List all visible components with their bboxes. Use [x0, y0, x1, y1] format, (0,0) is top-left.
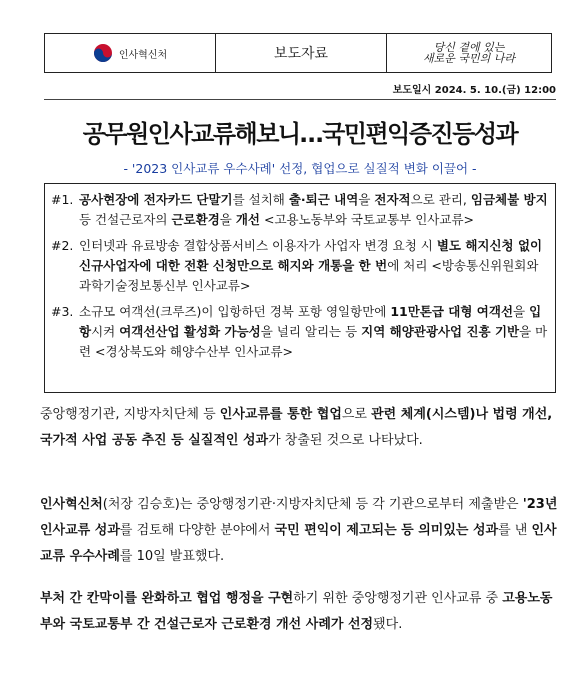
- slogan-line-1: 당신 곁에 있는: [433, 41, 505, 54]
- emphasis-text: 고용노동부와 국토교통부 간 건설근로자 근로환경 개선 사례가 선정: [40, 591, 553, 632]
- body-text: 에 처리 <방송통신위원회와 과학기술정보통신부 인사교류>: [79, 258, 539, 293]
- body-text: 시켜: [91, 324, 120, 339]
- emphasis-text: 인사교류 우수사례: [40, 523, 557, 564]
- government-emblem-icon: [93, 43, 113, 63]
- emphasis-text: 국민 편익이 제고되는 등 의미있는 성과: [274, 523, 499, 538]
- emphasis-text: 인사혁신처: [40, 497, 103, 512]
- body-text: 하기 위한 중앙행정기관 인사교류 중: [293, 591, 503, 606]
- emphasis-text: 인사교류를 통한 협업: [219, 407, 342, 422]
- slogan-line-2: 새로운 국민의 나라: [422, 52, 515, 65]
- page-title: 공무원인사교류해보니…국민편익증진등성과: [82, 120, 518, 148]
- org-name: 인사혁신처: [118, 49, 168, 61]
- body-text: 을: [358, 192, 375, 207]
- summary-item-number: #3.: [51, 304, 74, 319]
- doc-type: 보도자료: [216, 34, 387, 72]
- body-text: 를 검토해 다양한 분야에서: [119, 523, 275, 538]
- summary-item-number: #2.: [51, 238, 74, 253]
- summary-item-number: #1.: [51, 192, 74, 207]
- summary-item-text: [79, 236, 549, 296]
- body-text: 를 10일 발표했다.: [119, 549, 225, 564]
- emphasis-text: 개선: [235, 212, 261, 227]
- body-text: 으로: [341, 407, 372, 422]
- emphasis-text: 여객선산업 활성화 가능성: [119, 324, 261, 339]
- body-text: 등 건설근로자의: [79, 212, 172, 227]
- emphasis-text: 별도 해지신청 없이 신규사업자에 대한 전환 신청만으로 해지와 개통을 한 번: [79, 238, 543, 273]
- body-text: 됐다.: [373, 617, 403, 632]
- body-text: 으로 관리,: [410, 192, 471, 207]
- emphasis-text: 11만톤급 대형 여객선: [390, 304, 514, 319]
- summary-item-text: [79, 190, 549, 230]
- body-text: 가 창출된 것으로 나타났다.: [268, 433, 423, 448]
- body-text: 를 낸: [498, 523, 532, 538]
- summary-item: [51, 190, 549, 230]
- emphasis-text: 관련 체계(시스템)나 법령 개선, 국가적 사업 공동 추진 등 실질적인 성과: [40, 407, 553, 448]
- body-text: 를 설치해: [232, 192, 289, 207]
- emphasis-text: 입항: [79, 304, 542, 339]
- summary-item: [51, 236, 549, 296]
- emphasis-text: 부처 간 칸막이를 완화하고 협업 행정을 구현: [40, 591, 294, 606]
- body-text: <고용노동부와 국토교통부 인사교류>: [260, 212, 475, 227]
- summary-item-text: [79, 302, 549, 362]
- emphasis-text: 지역 해양관광사업 진흥 기반: [361, 324, 520, 339]
- body-text: 을: [219, 212, 236, 227]
- body-paragraph: [40, 402, 560, 454]
- summary-box: [44, 183, 556, 393]
- slogan: [387, 34, 551, 72]
- press-header: [44, 33, 552, 73]
- emphasis-text: 출·퇴근 내역: [288, 192, 359, 207]
- emphasis-text: 근로환경: [171, 212, 220, 227]
- body-paragraph: [40, 492, 560, 570]
- emphasis-text: 임금체불 방지: [470, 192, 548, 207]
- divider: [44, 99, 556, 100]
- emphasis-text: '23년 인사교류 성과: [40, 497, 558, 538]
- emphasis-text: 전자적: [374, 192, 411, 207]
- body-text: 을: [513, 304, 530, 319]
- body-text: 소규모 여객선(크루즈)이 입항하던 경북 포항 영일항만에: [79, 304, 391, 319]
- body-text: 을 마련 <경상북도와 해양수산부 인사교류>: [79, 324, 548, 359]
- body-text: 인터넷과 유료방송 결합상품서비스 이용자가 사업자 변경 요청 시: [79, 238, 437, 253]
- release-date: 보도일시 2024. 5. 10.(금) 12:00: [392, 85, 556, 96]
- body-text: 을 널리 알리는 등: [260, 324, 362, 339]
- body-paragraph: [40, 586, 560, 638]
- org-logo-cell: [45, 34, 216, 72]
- emphasis-text: 공사현장에 전자카드 단말기: [79, 192, 233, 207]
- body-text: 중앙행정기관, 지방자치단체 등: [40, 407, 220, 422]
- summary-item: [51, 302, 549, 362]
- body-text: (처장 김승호)는 중앙행정기관·지방자치단체 등 각 기관으로부터 제출받은: [102, 497, 523, 512]
- page-subtitle: - '2023 인사교류 우수사례' 선정, 협업으로 실질적 변화 이끌어 -: [123, 161, 477, 176]
